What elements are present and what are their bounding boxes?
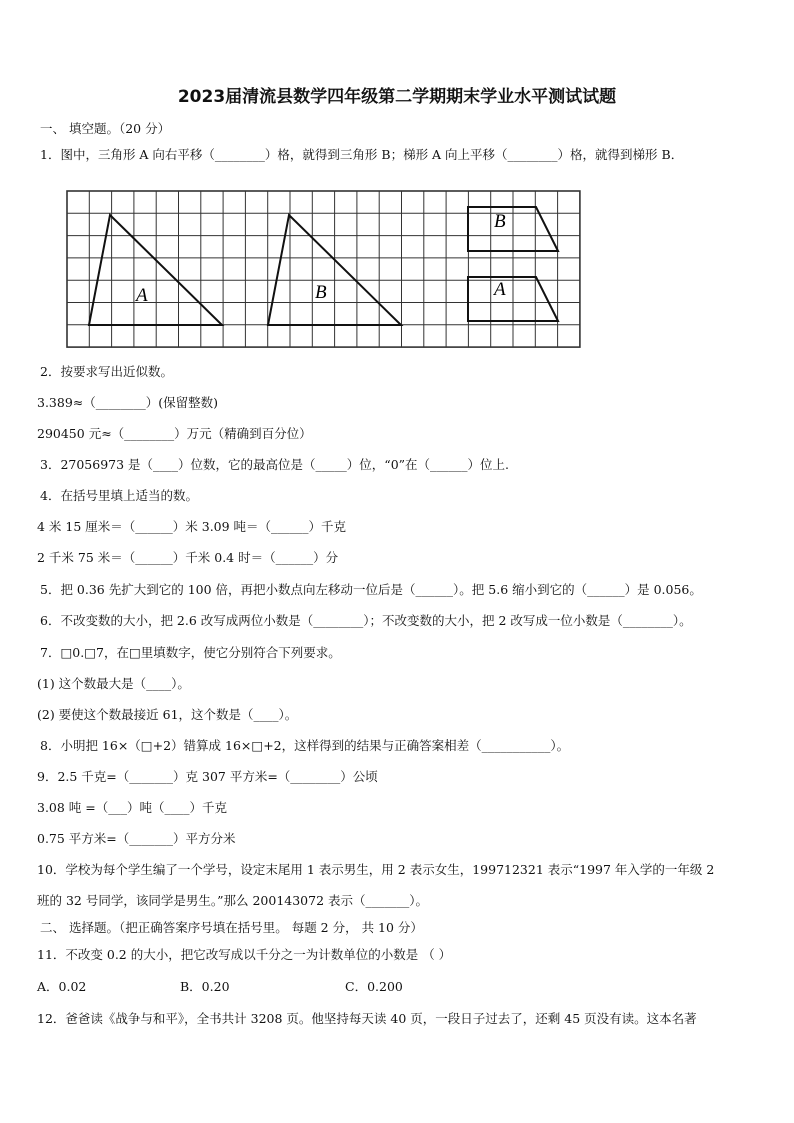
question-8: 8．小明把 16×（□+2）错算成 16×□+2，这样得到的结果与正确答案相差（___________）。: [40, 738, 570, 753]
section-2-heading: 二、 选择题。（把正确答案序号填在括号里。 每题 2 分， 共 10 分）: [40, 920, 423, 935]
option-b: B．0.20: [180, 979, 230, 994]
question-9b: 3.08 吨 =（___）吨（____）千克: [37, 800, 228, 815]
label-trapezoid-a: A: [494, 279, 506, 300]
question-4: 4．在括号里填上适当的数。: [40, 488, 198, 503]
question-1: 1．图中，三角形 A 向右平移（________）格，就得到三角形 B；梯形 A 向上平移（________）格，就得到梯形 B．: [40, 147, 684, 162]
option-a: A．0.02: [37, 979, 87, 994]
triangle-a: [89, 215, 222, 325]
question-10-line2: 班的 32 号同学，该同学是男生。”那么 200143072 表示（_______）。: [37, 893, 429, 908]
question-11: 11．不改变 0.2 的大小，把它改写成以千分之一为计数单位的小数是 （ ）: [37, 947, 452, 962]
question-9: 9．2.5 千克=（_______）克 307 平方米=（________）公顷: [37, 769, 378, 784]
question-6: 6．不改变数的大小，把 2.6 改写成两位小数是（________）；不改变数的大小，把 2 改写成一位小数是（________）。: [40, 613, 692, 628]
question-12: 12．爸爸读《战争与和平》，全书共计 3208 页。他坚持每天读 40 页，一段日子过去了，还剩 45 页没有读。这本名著: [37, 1011, 697, 1026]
question-5: 5．把 0.36 先扩大到它的 100 倍，再把小数点向左移动一位后是（______）。把 5.6 缩小到它的（______）是 0.056。: [40, 582, 702, 597]
label-triangle-a: A: [136, 285, 148, 306]
question-3: 3．27056973 是（____）位数，它的最高位是（_____）位，“0”在（______）位上.: [40, 457, 510, 472]
label-trapezoid-b: B: [494, 211, 506, 232]
question-4a: 4 米 15 厘米＝（______）米 3.09 吨＝（______）千克: [37, 519, 347, 534]
question-7a: (1) 这个数最大是（____）。: [37, 676, 190, 691]
shapes: [89, 207, 558, 325]
label-triangle-b: B: [315, 282, 327, 303]
question-2: 2．按要求写出近似数。: [40, 364, 173, 379]
question-10-line1: 10．学校为每个学生编了一个学号，设定末尾用 1 表示男生，用 2 表示女生，199712321 表示“1997 年入学的一年级 2: [37, 862, 715, 877]
question-7: 7．□0.□7，在□里填数字，使它分别符合下列要求。: [40, 645, 341, 660]
translation-grid-figure: [62, 181, 584, 352]
question-2a: 3.389≈（________）(保留整数): [37, 395, 219, 410]
question-2b: 290450 元≈（________）万元（精确到百分位）: [37, 426, 312, 441]
section-1-heading: 一、 填空题。（20 分）: [40, 121, 171, 136]
question-9c: 0.75 平方米=（_______）平方分米: [37, 831, 236, 846]
question-7b: (2) 要使这个数最接近 61，这个数是（____）。: [37, 707, 298, 722]
option-c: C．0.200: [345, 979, 403, 994]
question-4b: 2 千米 75 米＝（______）千米 0.4 时＝（______）分: [37, 550, 339, 565]
page-title: 2023届清流县数学四年级第二学期期末学业水平测试试题: [177, 87, 617, 107]
